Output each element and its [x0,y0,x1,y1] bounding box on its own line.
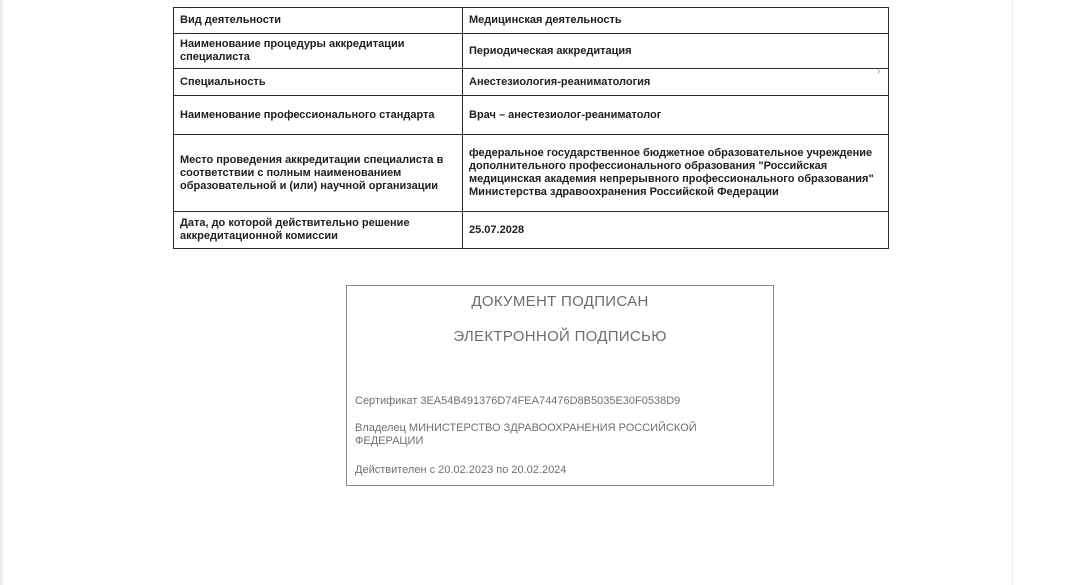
row-label: Наименование профессионального стандарта [174,96,463,135]
row-value: Медицинская деятельность [463,8,889,34]
table-row [174,34,889,69]
scan-edge-left [0,0,4,585]
certificate-number: Сертификат 3EA54B491376D74FEA74476D8B5035E30F0538D9 [355,395,681,407]
row-value: 25.07.2028 [463,212,889,249]
row-label: Место проведения аккредитации специалиста в соответствии с полным наименованием образовательной и (или) научной организации [174,135,463,212]
row-value: Периодическая аккредитация [463,34,889,69]
stamp-title: ДОКУМЕНТ ПОДПИСАН [471,293,649,310]
stamp-subtitle: ЭЛЕКТРОННОЙ ПОДПИСЬЮ [453,328,667,345]
row-value: Анестезиология-реаниматология [463,69,889,96]
scan-mark: › [877,66,881,77]
table-row [174,96,889,135]
electronic-signature-stamp [346,285,774,486]
table-row [174,212,889,249]
table-row [174,8,889,34]
row-label: Дата, до которой действительно решение аккредитационной комиссии [174,212,463,249]
table-row [174,135,889,212]
row-label: Специальность [174,69,463,96]
table-row [174,69,889,96]
row-value: Врач – анестезиолог-реаниматолог [463,96,889,135]
row-label: Наименование процедуры аккредитации специалиста [174,34,463,69]
row-value: федеральное государственное бюджетное образовательное учреждение дополнительного профессионального образования "Российская медицинская академия непрерывного профессионального образования" Министерства здравоохранения Российской Федерации [463,135,889,212]
certificate-owner: Владелец МИНИСТЕРСТВО ЗДРАВООХРАНЕНИЯ РОССИЙСКОЙ ФЕДЕРАЦИИ [355,422,697,447]
accreditation-info-table [173,7,889,249]
certificate-validity: Действителен с 20.02.2023 по 20.02.2024 [355,464,567,476]
scan-edge-right [1012,0,1013,585]
row-label: Вид деятельности [174,8,463,34]
